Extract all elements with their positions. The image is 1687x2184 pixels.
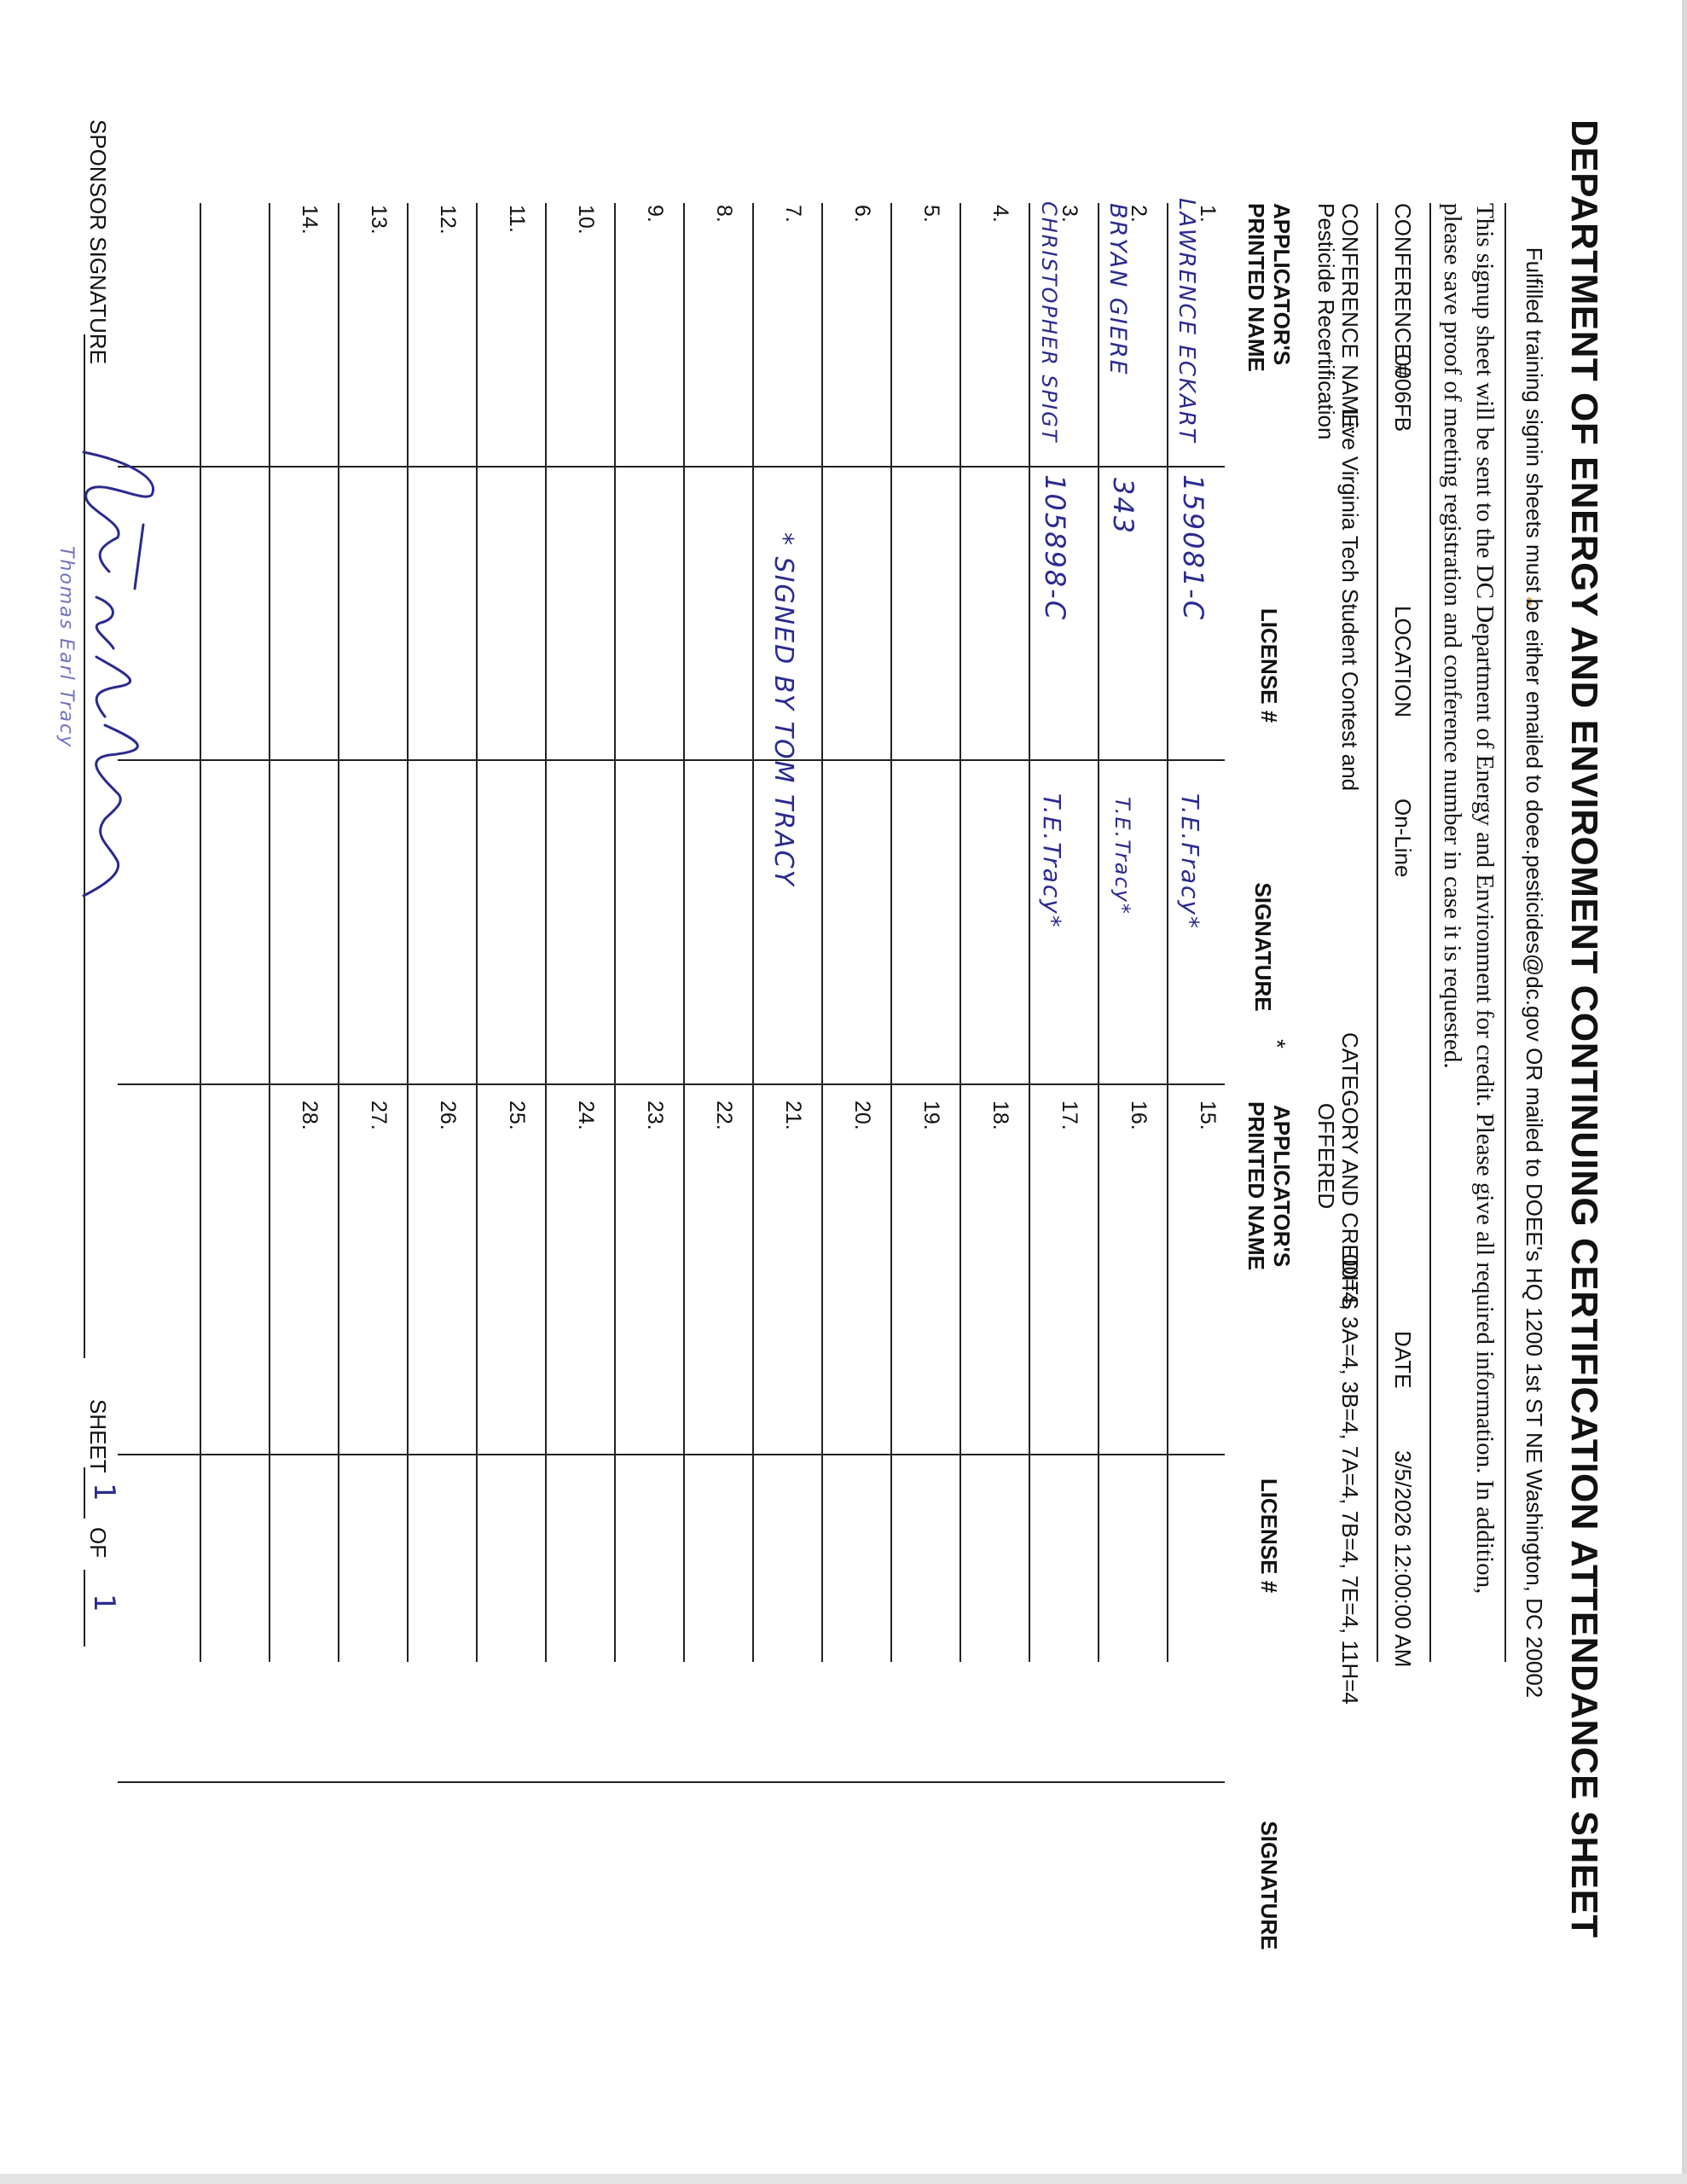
location-value: On-Line — [1390, 799, 1416, 878]
left-license-header: LICENSE # — [1256, 607, 1282, 723]
row-line — [752, 203, 754, 1662]
signed-by-note: * SIGNED BY TOM TRACY — [768, 532, 798, 887]
entry-name: BRYAN GIERE — [1104, 203, 1131, 376]
row-line — [1029, 203, 1030, 1662]
right-license-header: LICENSE # — [1256, 1478, 1282, 1594]
entry-license: 159081-C — [1177, 474, 1209, 622]
row-number: 19. — [919, 1101, 943, 1130]
row-line — [338, 203, 339, 1662]
entry-license: 343 — [1107, 478, 1139, 536]
row-number: 16. — [1127, 1101, 1151, 1130]
entry-license: 105898-C — [1039, 474, 1071, 622]
row-line — [1167, 203, 1168, 1662]
document-subtitle: Fulfilled training signin sheets must be either emailed to doee.pesticides@dc.gov OR mailed to DOEE's HQ 1200 1st ST NE Washington, DC 20002 — [1522, 247, 1547, 1699]
row-line — [476, 203, 478, 1662]
row-number: 15. — [1196, 1101, 1220, 1130]
row-line — [683, 203, 685, 1662]
row-number: 11. — [505, 205, 529, 233]
row-number: 28. — [298, 1101, 322, 1130]
sheet-total-line — [84, 1570, 85, 1647]
sponsor-signature-label: SPONSOR SIGNATURE — [85, 119, 111, 365]
row-number: 20. — [850, 1101, 874, 1130]
credits-label-line2: OFFERED — [1313, 1102, 1339, 1210]
of-label: OF — [85, 1527, 111, 1559]
row-line — [545, 203, 547, 1662]
row-number: 2. — [1127, 205, 1151, 223]
row-line — [890, 203, 892, 1662]
row-number: 27. — [367, 1101, 391, 1130]
date-label: DATE — [1390, 1331, 1416, 1389]
sheet-total: 1 — [87, 1594, 121, 1614]
row-line — [821, 203, 823, 1662]
sheet-number: 1 — [87, 1483, 121, 1503]
row-number: 3. — [1058, 205, 1081, 223]
row-line — [407, 203, 409, 1662]
row-number: 4. — [988, 205, 1012, 223]
left-signature-header: SIGNATURE — [1250, 882, 1276, 1012]
row-number: 26. — [436, 1101, 460, 1130]
row-number: 14. — [298, 205, 322, 235]
row-line — [959, 203, 961, 1662]
row-number: 21. — [781, 1101, 805, 1130]
entry-signature: T.E.Fracy* — [1176, 793, 1204, 931]
intro-bottom-rule — [1429, 203, 1431, 1662]
left-applicator-header-line1: APPLICATOR'S — [1269, 203, 1295, 366]
sheet-label: SHEET — [85, 1399, 111, 1473]
row-number: 8. — [712, 205, 736, 223]
row-number: 1. — [1196, 205, 1220, 223]
sheet-number-line — [84, 1467, 85, 1519]
entry-signature: T.E.Tracy* — [1038, 793, 1066, 929]
sponsor-signature-text: Thomas Earl Tracy — [55, 546, 77, 749]
conference-name-label: CONFERENCE NAME: — [1337, 203, 1363, 435]
row-number: 24. — [574, 1101, 598, 1130]
left-license-signature-divider — [118, 759, 1225, 761]
row-number: 12. — [436, 205, 460, 235]
right-applicator-header-line2: PRINTED NAME — [1244, 1101, 1269, 1270]
row-number: 7. — [781, 205, 805, 223]
row-number: 10. — [574, 205, 598, 235]
row-number: 17. — [1058, 1101, 1081, 1130]
row-number: 23. — [643, 1101, 667, 1130]
row-number: 13. — [367, 205, 391, 235]
credits-value: 00=4, 3A=4, 3B=4, 7A=4, 7B=4, 7E=4, 11H=4 — [1337, 1254, 1363, 1705]
row-line — [1098, 203, 1099, 1662]
right-name-license-divider — [118, 1454, 1225, 1455]
conference-number: 0006FB — [1390, 354, 1416, 433]
left-name-license-divider — [118, 466, 1225, 468]
row-line — [614, 203, 616, 1662]
row-number: 5. — [919, 205, 943, 223]
row-number: 6. — [850, 205, 874, 223]
row-number: 25. — [505, 1101, 529, 1130]
conference-number-label: CONFERENCE # — [1390, 203, 1416, 377]
row-number: 22. — [712, 1101, 736, 1130]
center-divider — [118, 1083, 1225, 1085]
conference-name-line1: Live Virginia Tech Student Contest and — [1337, 410, 1363, 792]
row-number: 9. — [643, 205, 667, 223]
right-applicator-header-line1: APPLICATOR'S — [1269, 1104, 1295, 1268]
entry-signature: T.E.Tracy* — [1110, 797, 1134, 916]
left-applicator-header-line2: PRINTED NAME — [1244, 203, 1269, 372]
conference-rule — [1377, 203, 1378, 1662]
row-number: 18. — [988, 1101, 1012, 1130]
row-line — [269, 203, 270, 1662]
credits-label-line1: CATEGORY AND CREDITS — [1337, 1032, 1363, 1310]
right-signature-header: SIGNATURE — [1256, 1821, 1282, 1950]
entry-name: LAWRENCE ECKART — [1174, 198, 1199, 444]
row-line — [200, 203, 201, 1662]
intro-text: This signup sheet will be sent to the DC Department of Energy and Environment for credit. Please give all required information. In addition, please save proof of meeting registration and conference number in case it is requested. — [1439, 203, 1499, 1594]
entry-name: CHRISTOPHER SPIGT — [1037, 201, 1061, 444]
location-label: LOCATION — [1390, 606, 1416, 717]
intro-top-rule — [1504, 203, 1506, 1662]
date-value: 3/5/2026 12:00:00 AM — [1390, 1450, 1416, 1668]
signature-asterisk: * — [1264, 1039, 1290, 1048]
conference-name-line2: Pesticide Recertification — [1313, 203, 1339, 440]
right-license-signature-divider — [118, 1781, 1225, 1783]
document-title: DEPARTMENT OF ENERGY AND ENVIROMENT CONTINUING CERTIFICATION ATTENDANCE SHEET — [1563, 119, 1605, 1938]
